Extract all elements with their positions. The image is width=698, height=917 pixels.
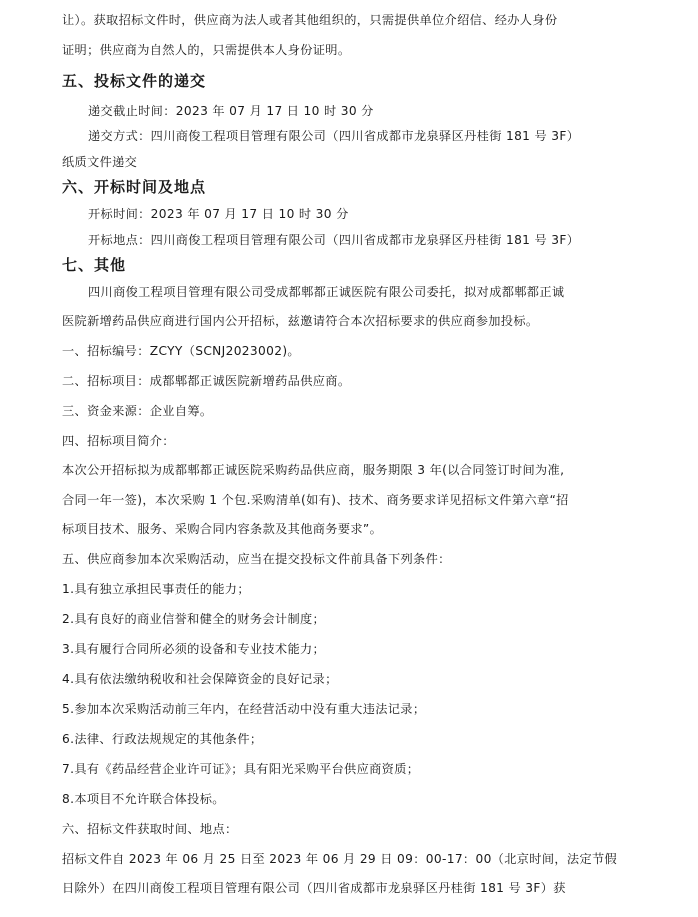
body-line: 3.具有履行合同所必须的设备和专业技术能力； <box>62 642 326 656</box>
body-line: 五、供应商参加本次采购活动，应当在提交投标文件前具备下列条件： <box>62 552 451 566</box>
body-line: 递交方式：四川商俊工程项目管理有限公司（四川省成都市龙泉驿区丹桂街 181 号 3F） <box>88 129 580 143</box>
body-line: 让）。获取招标文件时，供应商为法人或者其他组织的，只需提供单位介绍信、经办人身份 <box>62 13 558 27</box>
body-line: 5.参加本次采购活动前三年内，在经营活动中没有重大违法记录； <box>62 702 426 716</box>
body-line: 六、招标文件获取时间、地点： <box>62 822 238 836</box>
body-line: 二、招标项目：成都郫都正诚医院新增药品供应商。 <box>62 374 351 388</box>
section-heading: 七、其他 <box>62 256 127 274</box>
body-line: 1.具有独立承担民事责任的能力； <box>62 582 250 596</box>
section-heading: 五、投标文件的递交 <box>62 72 207 90</box>
body-line: 4.具有依法缴纳税收和社会保障资金的良好记录； <box>62 672 338 686</box>
body-line: 7.具有《药品经营企业许可证》；具有阳光采购平台供应商资质； <box>62 762 420 776</box>
body-line: 招标文件自 2023 年 06 月 25 日至 2023 年 06 月 29 日 09：00-17：00（北京时间，法定节假 <box>62 852 618 866</box>
body-line: 纸质文件递交 <box>62 155 138 169</box>
body-line: 开标时间：2023 年 07 月 17 日 10 时 30 分 <box>88 207 349 221</box>
body-line: 开标地点：四川商俊工程项目管理有限公司（四川省成都市龙泉驿区丹桂街 181 号 3F） <box>88 233 580 247</box>
body-line: 8.本项目不允许联合体投标。 <box>62 792 225 806</box>
body-line: 合同一年一签)，本次采购 1 个包.采购清单(如有)、技术、商务要求详见招标文件第六章“招 <box>62 493 569 507</box>
body-line: 日除外）在四川商俊工程项目管理有限公司（四川省成都市龙泉驿区丹桂街 181 号 3F）获 <box>62 881 566 895</box>
body-line: 证明；供应商为自然人的，只需提供本人身份证明。 <box>62 43 351 57</box>
body-line: 四川商俊工程项目管理有限公司受成都郫都正诚医院有限公司委托，拟对成都郫都正诚 <box>88 285 565 299</box>
body-line: 递交截止时间：2023 年 07 月 17 日 10 时 30 分 <box>88 104 374 118</box>
body-line: 6.法律、行政法规规定的其他条件； <box>62 732 263 746</box>
section-heading: 六、开标时间及地点 <box>62 178 207 196</box>
body-line: 2.具有良好的商业信誉和健全的财务会计制度； <box>62 612 326 626</box>
body-line: 医院新增药品供应商进行国内公开招标，兹邀请符合本次招标要求的供应商参加投标。 <box>62 314 539 328</box>
body-line: 标项目技术、服务、采购合同内容条款及其他商务要求”。 <box>62 522 383 536</box>
body-line: 四、招标项目简介： <box>62 434 175 448</box>
body-line: 一、招标编号：ZCYY（SCNJ2023002)。 <box>62 344 300 358</box>
body-line: 三、资金来源：企业自筹。 <box>62 404 213 418</box>
body-line: 本次公开招标拟为成都郫都正诚医院采购药品供应商，服务期限 3 年(以合同签订时间为准, <box>62 463 565 477</box>
